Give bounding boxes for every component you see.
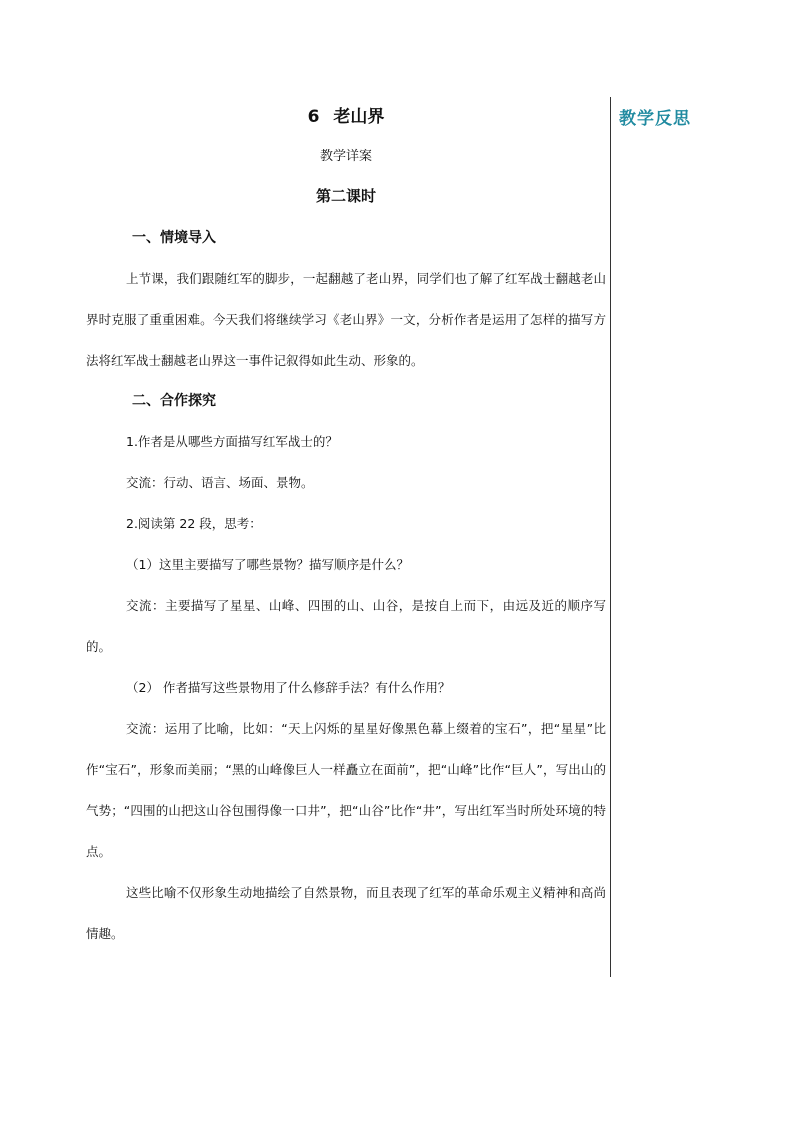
question-1: 1.作者是从哪些方面描写红军战士的？: [126, 434, 338, 449]
lesson-title: 老山界: [333, 107, 385, 127]
lesson-plan-body: [86, 100, 606, 954]
question-2-1: （1）这里主要描写了哪些景物？描写顺序是什么？: [126, 557, 409, 572]
page-title: [86, 100, 606, 134]
lesson-period: 第二课时: [315, 187, 376, 205]
column-divider: [610, 97, 611, 977]
section-heading-explore: 二、合作探究: [132, 393, 216, 409]
lesson-number: 6: [307, 107, 320, 127]
question-2: 2.阅读第 22 段，思考：: [126, 516, 262, 531]
section-heading-intro: 一、情境导入: [132, 230, 216, 246]
reflection-heading: 教学反思: [619, 109, 691, 129]
answer-2-1: 交流：主要描写了星星、山峰、四围的山、山谷，是按自上而下，由远及近的顺序写的。: [86, 598, 606, 654]
page-subtitle: 教学详案: [319, 149, 372, 164]
answer-2-2: 交流：运用了比喻，比如：“天上闪烁的星星好像黑色幕上缀着的宝石”，把“星星”比作“宝石”，形象而美丽；“黑的山峰像巨人一样矗立在面前”，把“山峰”比作“巨人”，写出山的气势；“四围的山把这山谷包围得像一口井”，把“山谷”比作“井”，写出红军当时所处环境的特点。: [86, 721, 606, 859]
summary-paragraph: 这些比喻不仅形象生动地描绘了自然景物，而且表现了红军的革命乐观主义精神和高尚情趣。: [86, 885, 606, 941]
intro-paragraph: 上节课，我们跟随红军的脚步，一起翻越了老山界，同学们也了解了红军战士翻越老山界时克服了重重困难。今天我们将继续学习《老山界》一文，分析作者是运用了怎样的描写方法将红军战士翻越老山界这一事件记叙得如此生动、形象的。: [86, 271, 606, 368]
answer-1: 交流：行动、语言、场面、景物。: [126, 475, 314, 490]
question-2-2: （2） 作者描写这些景物用了什么修辞手法？有什么作用？: [126, 680, 451, 695]
